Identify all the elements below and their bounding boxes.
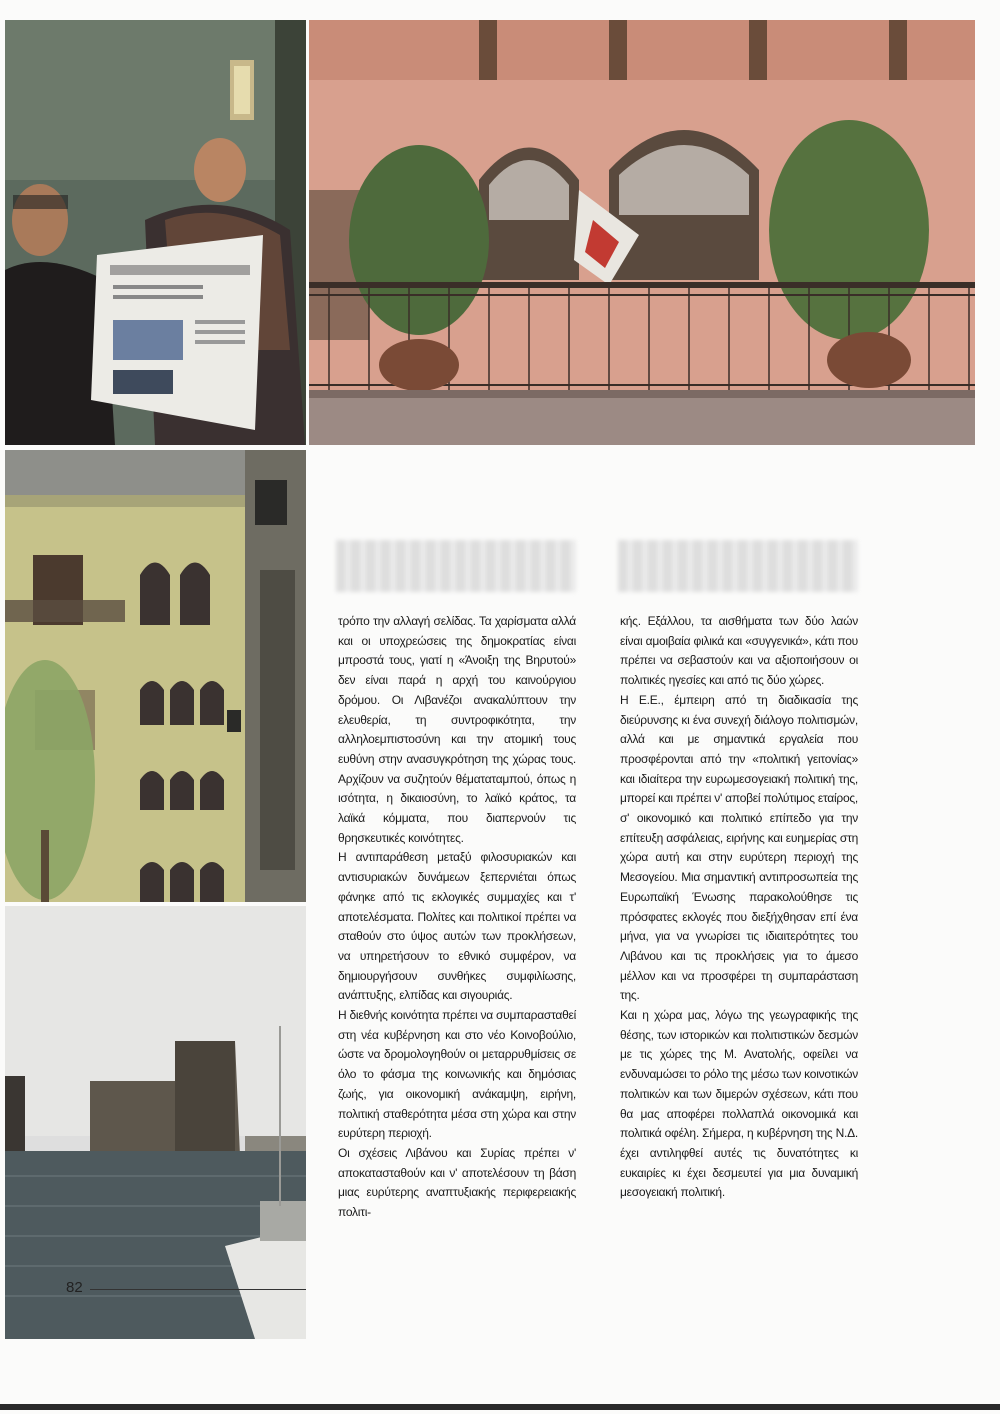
blurred-heading-right bbox=[618, 540, 858, 592]
article-paragraph: τρόπο την αλλαγή σελίδας. Τα χαρίσματα αλλά και οι υποχρεώσεις της δημοκρατίας είναι μπροστά τους, γιατί η «Άνοιξη της Βηρυτού» δεν είναι παρά η αρχή του καινούργιου δρόμου. Οι Λιβανέζοι ανακαλύπτουν την ελευθερία, τη συντροφικότητα, την αλληλοεμπιστοσύνη και την ατομική τους ευθύνη στην ανασυγκρότηση της χώρας τους. Αρχίζουν να συζητούν θέματαταμπού, όπως η ισότητα, η δικαιοσύνη, το λαϊκό κράτος, τα λαϊκά κόμματα, που διαπερνούν τις θρησκευτικές κοινότητες. bbox=[338, 614, 576, 845]
photo-yellow-building bbox=[5, 450, 306, 902]
blurred-heading-left bbox=[336, 540, 576, 592]
article-paragraph: Η αντιπαράθεση μεταξύ φιλοσυριακών και αντισυριακών δυνάμεων ξεπερνιέται όπως φάνηκε από τις εκλογικές συμμαχίες και τ' αποτελέσματα. Πολίτες και πολιτικοί πρέπει να σταθούν στο ύψος αυτών των προκλήσεων, να υπηρετήσουν το εθνικό συμφέρον, να δημιουργήσουν συνθήκες συμφιλίωσης, ανάπτυξης, ελπίδας και σιγουριάς. bbox=[338, 850, 576, 1003]
article-column-right bbox=[620, 612, 858, 1203]
article-paragraph: Οι σχέσεις Λιβάνου και Συρίας πρέπει ν' αποκατασταθούν και ν' αποτελέσουν τη βάση μιας ευρύτερης αναπτυξιακής περιφερειακής πολιτι- bbox=[338, 1145, 576, 1220]
bottom-border bbox=[0, 1404, 1000, 1410]
page-number: 82 bbox=[66, 1279, 83, 1296]
article-paragraph: Η διεθνής κοινότητα πρέπει να συμπαρασταθεί στη νέα κυβέρνηση και στο νέο Κοινοβούλιο, ώστε να δρομολογηθούν οι μεταρρυθμίσεις σε όλο το φάσμα της κοινωνικής και δημόσιας ζωής, για οικονομική ανάκαμψη, ειρήνη, πολιτική σταθερότητα μέσα στη χώρα και στην ευρύτερη περιοχή. bbox=[338, 1008, 577, 1141]
photo-harbor-fortress bbox=[5, 906, 306, 1339]
article-paragraph: Και η χώρα μας, λόγω της γεωγραφικής της θέσης, των ιστορικών και πολιτιστικών δεσμών με τις χώρες της Μ. Ανατολής, οφείλει να ενδυναμώσει το ρόλο της μέσω των κοινοτικών πολιτικών και των διμερών σχέσεων, κάτι που θα μας αποφέρει πολλαπλά οικονομικά και πολιτικά οφέλη. Σήμερα, η κυβέρνηση της Ν.Δ. έχει αντιληφθεί αυτές τις δυνατότητες κι ευκαιρίες κι έχει δεσμευτεί για μια δυναμική μεσογειακή πολιτική. bbox=[620, 1008, 858, 1200]
article-paragraph: Η Ε.Ε., έμπειρη από τη διαδικασία της διεύρυνσης κι ένα συνεχή διάλογο πολιτισμών, αλλά και με σημαντικά εργαλεία που προσφέρονται από την «πολιτική γειτονίας» και ιδιαίτερα την ευρωμεσογειακή πολιτική της, μπορεί και πρέπει ν' αποβεί πολύτιμος εταίρος, σ' οικονομικό και πολιτικό επίπεδο για την επίτευξη ασφάλειας, ειρήνης και ευημερίας στη χώρα αυτή και στην ευρύτερη περιοχή της Μεσογείου. Μια σημαντική αντιπροσωπεία της Ευρωπαϊκή Ένωσης παρακολούθησε τις πρόσφατες εκλογές που διεξήχθησαν επί ένα μήνα, για να γνωρίσει τις ιδιαιτερότητες του Λιβάνου και τις προκλήσεις για το άμεσο μέλλον και να προσφέρει τη συμπαράσταση της. bbox=[620, 692, 858, 1003]
photo-cafe-newspaper bbox=[5, 20, 306, 445]
page-number-rule bbox=[90, 1289, 306, 1290]
article-column-left bbox=[338, 612, 576, 1223]
article-paragraph: κής. Εξάλλου, τα αισθήματα των δύο λαών είναι αμοιβαία φιλικά και «συγγενικά», κάτι που πρέπει να σεβαστούν και να αξιοποιήσουν οι πολιτικές ηγεσίες και από τις δύο χώρες. bbox=[620, 614, 858, 688]
photo-balcony-facade bbox=[309, 20, 975, 445]
